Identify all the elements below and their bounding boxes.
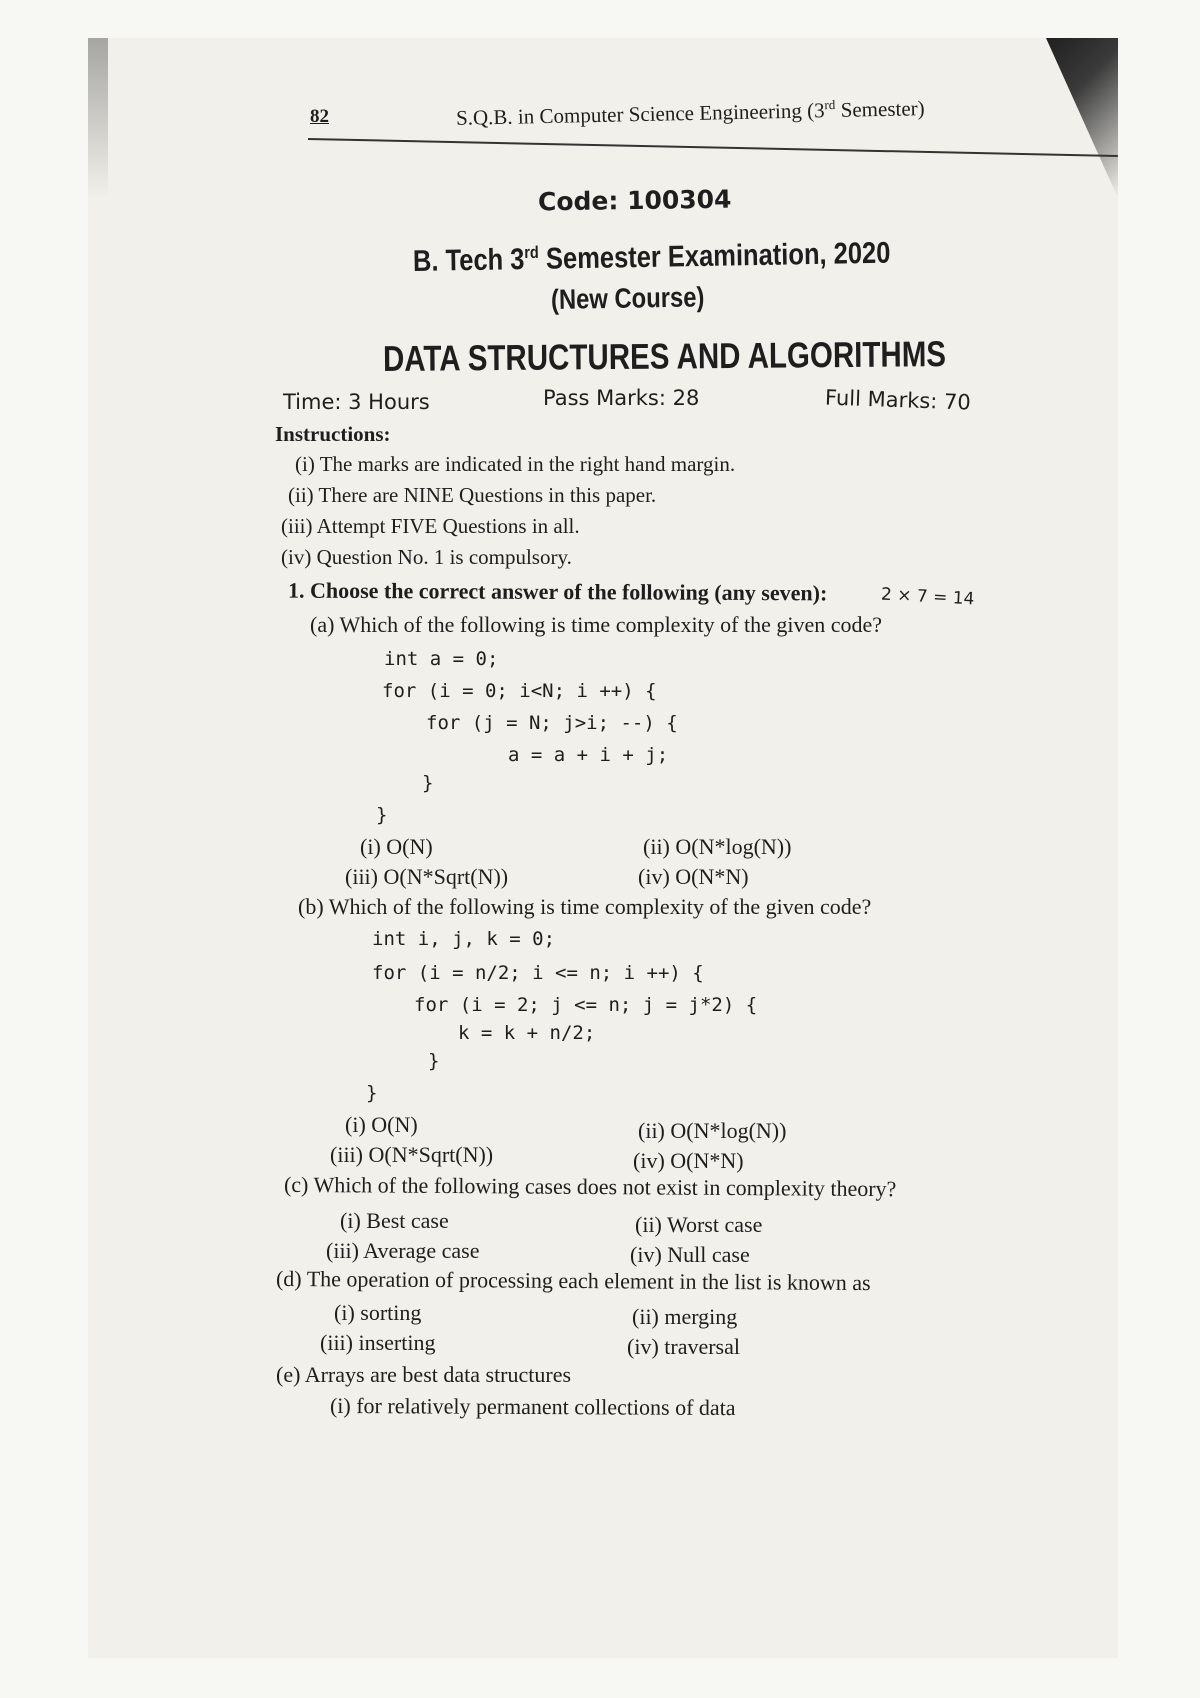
code-line: int i, j, k = 0; <box>372 928 556 950</box>
option: (ii) O(N*log(N)) <box>643 834 792 859</box>
instruction-item: (i) The marks are indicated in the right hand margin. <box>295 452 736 476</box>
code-line: } <box>422 772 434 794</box>
option: (iii) O(N*Sqrt(N)) <box>330 1142 494 1167</box>
option: (ii) Worst case <box>635 1212 763 1237</box>
instruction-item: (iii) Attempt FIVE Questions in all. <box>281 514 580 538</box>
option: (iv) Null case <box>630 1242 750 1267</box>
question-1b-text: (b) Which of the following is time complexity of the given code? <box>298 894 872 919</box>
option: (ii) O(N*log(N)) <box>638 1118 787 1143</box>
option: (iv) O(N*N) <box>633 1148 744 1173</box>
option: (iv) traversal <box>627 1334 740 1359</box>
exam-code: Code: 100304 <box>537 184 732 217</box>
question-1e-text: (e) Arrays are best data structures <box>276 1362 572 1387</box>
option: (i) for relatively permanent collections of data <box>329 1392 736 1421</box>
code-line: } <box>376 804 388 826</box>
question-1-stem: 1. Choose the correct answer of the following (any seven): <box>287 577 828 606</box>
question-1-marks: 2 × 7 = 14 <box>880 584 975 610</box>
option: (i) O(N) <box>345 1112 418 1137</box>
exam-time: Time: 3 Hours <box>283 390 430 414</box>
header-rule <box>308 138 1118 157</box>
page-shadow-edge <box>88 38 108 198</box>
option: (iii) O(N*Sqrt(N)) <box>345 864 509 889</box>
option: (i) Best case <box>340 1208 449 1233</box>
code-line: } <box>428 1050 440 1072</box>
option: (i) sorting <box>334 1300 422 1325</box>
code-line: a = a + i + j; <box>508 744 669 766</box>
option: (iii) inserting <box>320 1330 436 1355</box>
option: (i) O(N) <box>360 834 433 859</box>
exam-course: (New Course) <box>550 281 705 315</box>
page-number: 82 <box>310 106 329 127</box>
instructions-heading: Instructions: <box>275 422 391 446</box>
code-line: } <box>366 1082 378 1104</box>
instruction-item: (iv) Question No. 1 is compulsory. <box>281 545 572 569</box>
code-line: for (i = 0; i<N; i ++) { <box>382 680 657 702</box>
question-1c-text: (c) Which of the following cases does not exist in complexity theory? <box>283 1171 897 1202</box>
option: (ii) merging <box>632 1304 738 1329</box>
full-marks: Full Marks: 70 <box>824 385 972 415</box>
page-shadow-corner <box>1028 38 1118 198</box>
code-line: int a = 0; <box>384 648 499 670</box>
pass-marks: Pass Marks: 28 <box>543 386 700 410</box>
code-line: k = k + n/2; <box>458 1022 596 1044</box>
code-line: for (i = n/2; i <= n; i ++) { <box>372 962 704 984</box>
question-1d-text: (d) The operation of processing each element in the list is known as <box>275 1265 871 1296</box>
running-title: S.Q.B. in Computer Science Engineering (3rd Semester) <box>455 96 925 130</box>
option: (iii) Average case <box>326 1238 480 1263</box>
option: (iv) O(N*N) <box>638 864 749 889</box>
question-1a-text: (a) Which of the following is time complexity of the given code? <box>310 612 883 637</box>
scanned-page <box>88 38 1118 1658</box>
exam-subject: DATA STRUCTURES AND ALGORITHMS <box>382 333 947 379</box>
exam-title: B. Tech 3rd Semester Examination, 2020 <box>412 236 891 278</box>
instruction-item: (ii) There are NINE Questions in this paper. <box>288 483 657 507</box>
code-line: for (i = 2; j <= n; j = j*2) { <box>414 994 758 1016</box>
code-line: for (j = N; j>i; --) { <box>426 712 678 734</box>
